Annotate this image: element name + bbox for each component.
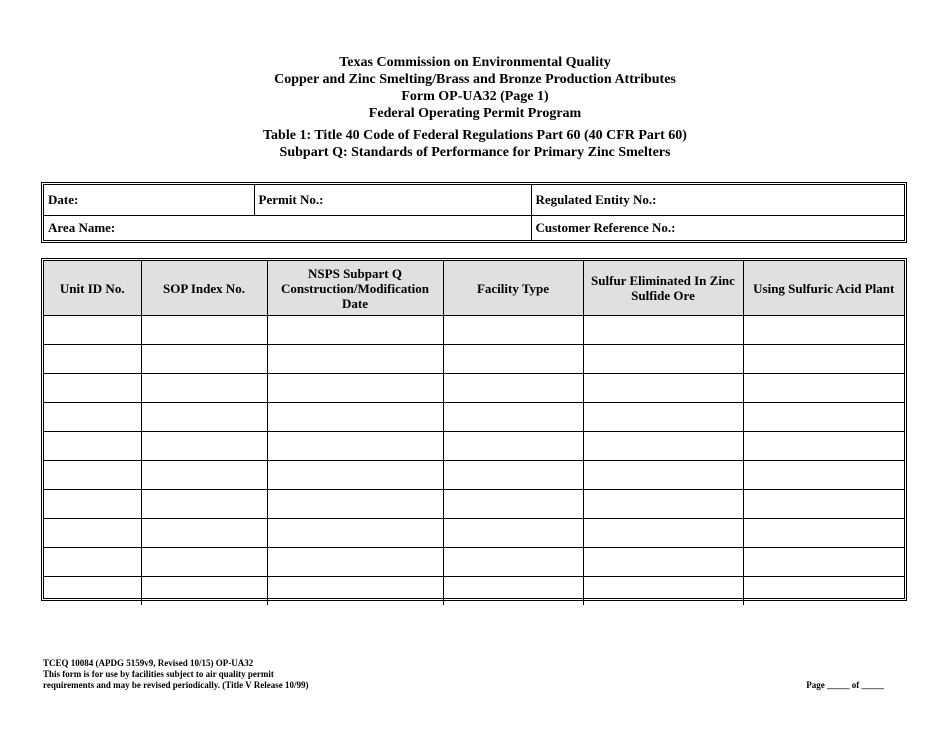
form-usage-note-cont: requirements and may be revised periodically. (Title V Release 10/99) [43, 680, 309, 690]
sulfuric-acid-plant-cell[interactable] [743, 345, 904, 374]
unit-id-cell[interactable] [44, 577, 141, 606]
construction-date-cell[interactable] [267, 432, 443, 461]
column-header-facility-type: Facility Type [443, 261, 583, 316]
sop-index-cell[interactable] [141, 490, 267, 519]
sulfuric-acid-plant-cell[interactable] [743, 490, 904, 519]
table-row [44, 374, 904, 403]
unit-id-cell[interactable] [44, 374, 141, 403]
facility-type-cell[interactable] [443, 461, 583, 490]
sop-index-cell[interactable] [141, 316, 267, 345]
table-row [44, 490, 904, 519]
sop-index-cell[interactable] [141, 432, 267, 461]
facility-type-cell[interactable] [443, 519, 583, 548]
form-usage-note: This form is for use by facilities subject to air quality permit [43, 669, 274, 679]
sulfuric-acid-plant-cell[interactable] [743, 316, 904, 345]
facility-type-cell[interactable] [443, 548, 583, 577]
sulfur-eliminated-cell[interactable] [583, 432, 743, 461]
form-number: Form OP-UA32 (Page 1) [401, 89, 549, 104]
construction-date-cell[interactable] [267, 461, 443, 490]
customer-reference-field[interactable]: Customer Reference No.: [531, 215, 904, 240]
area-name-field[interactable]: Area Name: [44, 215, 531, 240]
construction-date-cell[interactable] [267, 345, 443, 374]
sulfuric-acid-plant-cell[interactable] [743, 548, 904, 577]
sulfuric-acid-plant-cell[interactable] [743, 461, 904, 490]
sop-index-cell[interactable] [141, 577, 267, 606]
page-number: Page _____ of _____ [806, 680, 884, 690]
sulfur-eliminated-cell[interactable] [583, 403, 743, 432]
sulfuric-acid-plant-cell[interactable] [743, 403, 904, 432]
unit-id-cell[interactable] [44, 548, 141, 577]
facility-type-cell[interactable] [443, 490, 583, 519]
sulfuric-acid-plant-cell[interactable] [743, 577, 904, 606]
table-row [44, 345, 904, 374]
column-header-sop-index: SOP Index No. [141, 261, 267, 316]
table-title-line1: Table 1: Title 40 Code of Federal Regulations Part 60 (40 CFR Part 60) [263, 128, 687, 143]
form-subject: Copper and Zinc Smelting/Brass and Bronze Production Attributes [274, 72, 676, 87]
program-name: Federal Operating Permit Program [368, 106, 582, 121]
sulfuric-acid-plant-cell[interactable] [743, 432, 904, 461]
facility-type-cell[interactable] [443, 345, 583, 374]
sop-index-cell[interactable] [141, 461, 267, 490]
facility-type-cell[interactable] [443, 403, 583, 432]
permit-number-field[interactable]: Permit No.: [254, 185, 531, 215]
sop-index-cell[interactable] [141, 548, 267, 577]
sulfuric-acid-plant-cell[interactable] [743, 519, 904, 548]
unit-id-cell[interactable] [44, 490, 141, 519]
form-header [0, 54, 950, 122]
table-row [44, 316, 904, 345]
construction-date-cell[interactable] [267, 548, 443, 577]
sulfur-eliminated-cell[interactable] [583, 577, 743, 606]
facility-type-cell[interactable] [443, 374, 583, 403]
column-header-construction-date: NSPS Subpart Q Construction/Modification Date [267, 261, 443, 316]
table-row [44, 577, 904, 606]
sop-index-cell[interactable] [141, 345, 267, 374]
permit-info-box [41, 182, 907, 243]
facility-type-cell[interactable] [443, 577, 583, 606]
unit-id-cell[interactable] [44, 403, 141, 432]
sulfuric-acid-plant-cell[interactable] [743, 374, 904, 403]
unit-id-cell[interactable] [44, 432, 141, 461]
construction-date-cell[interactable] [267, 374, 443, 403]
construction-date-cell[interactable] [267, 519, 443, 548]
regulated-entity-field[interactable]: Regulated Entity No.: [531, 185, 904, 215]
sulfur-eliminated-cell[interactable] [583, 316, 743, 345]
table-row [44, 548, 904, 577]
facility-type-cell[interactable] [443, 316, 583, 345]
construction-date-cell[interactable] [267, 403, 443, 432]
form-revision: TCEQ 10084 (APDG 5159v9, Revised 10/15) OP-UA32 [43, 658, 254, 668]
unit-data-table [41, 258, 907, 601]
form-footer [43, 658, 309, 691]
date-field[interactable]: Date: [44, 185, 254, 215]
unit-id-cell[interactable] [44, 519, 141, 548]
construction-date-cell[interactable] [267, 316, 443, 345]
sulfur-eliminated-cell[interactable] [583, 461, 743, 490]
sop-index-cell[interactable] [141, 519, 267, 548]
sulfur-eliminated-cell[interactable] [583, 519, 743, 548]
table-title-line2: Subpart Q: Standards of Performance for Primary Zinc Smelters [279, 145, 671, 160]
unit-id-cell[interactable] [44, 316, 141, 345]
table-row [44, 519, 904, 548]
table-title [0, 127, 950, 161]
table-header-row [44, 261, 904, 316]
sulfur-eliminated-cell[interactable] [583, 374, 743, 403]
sop-index-cell[interactable] [141, 374, 267, 403]
column-header-unit-id: Unit ID No. [44, 261, 141, 316]
unit-id-cell[interactable] [44, 345, 141, 374]
column-header-sulfuric-acid-plant: Using Sulfuric Acid Plant [743, 261, 904, 316]
table-row [44, 432, 904, 461]
construction-date-cell[interactable] [267, 490, 443, 519]
sulfur-eliminated-cell[interactable] [583, 345, 743, 374]
column-header-sulfur-eliminated: Sulfur Eliminated In Zinc Sulfide Ore [583, 261, 743, 316]
sop-index-cell[interactable] [141, 403, 267, 432]
agency-name: Texas Commission on Environmental Quality [339, 55, 611, 70]
sulfur-eliminated-cell[interactable] [583, 548, 743, 577]
construction-date-cell[interactable] [267, 577, 443, 606]
sulfur-eliminated-cell[interactable] [583, 490, 743, 519]
unit-id-cell[interactable] [44, 461, 141, 490]
table-row [44, 403, 904, 432]
facility-type-cell[interactable] [443, 432, 583, 461]
table-row [44, 461, 904, 490]
